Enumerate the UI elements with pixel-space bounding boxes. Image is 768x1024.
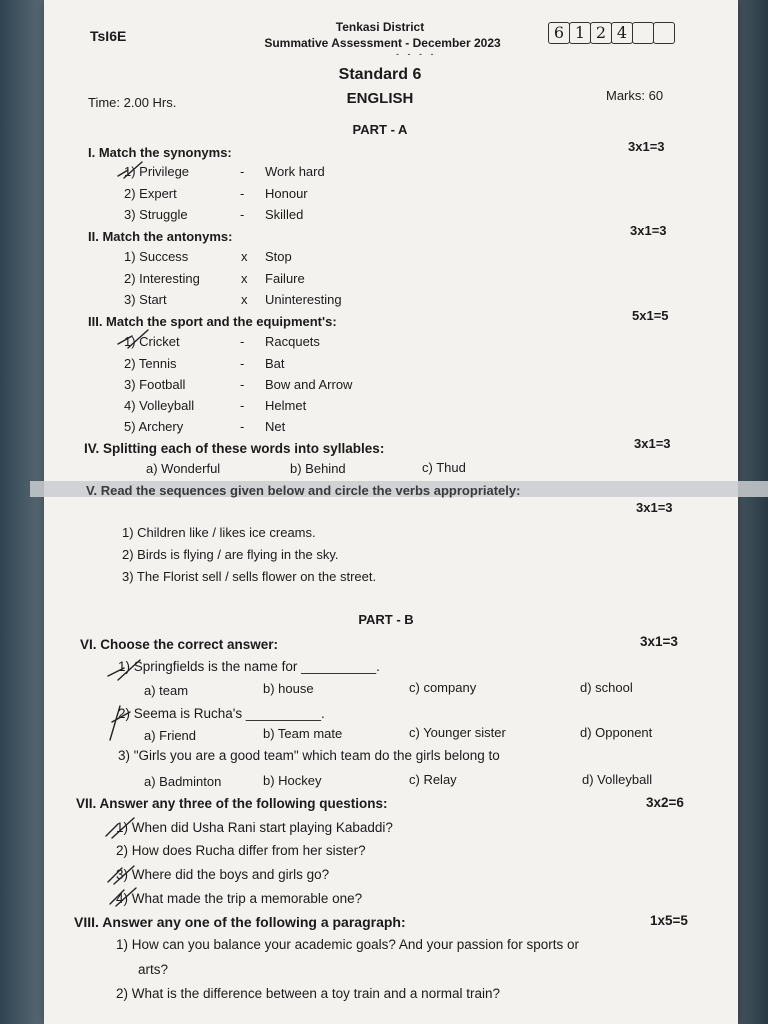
q3-sep: -	[240, 334, 245, 349]
q2-title: II. Match the antonyms:	[88, 229, 233, 244]
q3-right-4: Helmet	[265, 398, 307, 413]
q1-title: I. Match the synonyms:	[88, 145, 232, 160]
q2-right-3: Uninteresting	[265, 292, 342, 307]
part-b-heading: PART - B	[358, 612, 414, 627]
q5-item-2: 2) Birds is flying / are flying in the sky.	[122, 547, 339, 562]
q6-opt: c) company	[409, 680, 477, 695]
q3-right-5: Net	[265, 419, 286, 434]
q3-left-5: 5) Archery	[124, 419, 184, 434]
q7-item-4: 4) What made the trip a memorable one?	[116, 891, 363, 906]
subject-title: ENGLISH	[346, 90, 414, 107]
q5-item-3: 3) The Florist sell / sells flower on the street.	[122, 569, 377, 584]
q2-sep: x	[241, 249, 248, 264]
q3-sep: -	[240, 356, 245, 371]
roll-digit: 1	[569, 22, 591, 44]
q3-marks: 5x1=5	[632, 308, 669, 323]
time-label: Time: 2.00 Hrs.	[88, 95, 177, 110]
q8-title: VIII. Answer any one of the following a paragraph:	[74, 914, 406, 930]
q2-sep: x	[241, 271, 248, 286]
q7-item-2: 2) How does Rucha differ from her sister?	[116, 843, 366, 858]
q2-left-2: 2) Interesting	[124, 271, 200, 286]
q1-right-2: Honour	[265, 186, 308, 201]
q2-left-1: 1) Success	[124, 249, 189, 264]
q4-marks: 3x1=3	[634, 436, 671, 451]
q1-left-3: 3) Struggle	[124, 207, 188, 222]
pen-tick-mark	[108, 866, 134, 884]
district-title: Tenkasi District	[335, 20, 425, 34]
q6-question-3: 3) "Girls you are a good team" which team do the girls belong to	[118, 748, 500, 763]
dash-decoration: - - - -	[396, 49, 437, 59]
q6-opt: b) Team mate	[263, 726, 343, 741]
q3-left-2: 2) Tennis	[124, 356, 177, 371]
q3-sep: -	[240, 419, 245, 434]
q3-right-1: Racquets	[265, 334, 320, 349]
paper-code: TsI6E	[90, 28, 127, 44]
q3-right-3: Bow and Arrow	[265, 377, 353, 392]
q1-marks: 3x1=3	[628, 139, 665, 154]
pen-tick-mark	[110, 706, 130, 740]
pen-tick-mark	[108, 660, 140, 680]
q6-title: VI. Choose the correct answer:	[80, 637, 279, 652]
q8-item-2: 2) What is the difference between a toy train and a normal train?	[116, 986, 500, 1001]
q6-opt: a) Badminton	[144, 774, 222, 789]
pen-tick-mark	[118, 162, 142, 178]
q8-item-1: 1) How can you balance your academic goals? And your passion for sports or	[116, 937, 580, 952]
q5-item-1: 1) Children like / likes ice creams.	[122, 525, 316, 540]
q2-sep: x	[241, 292, 248, 307]
standard-title: Standard 6	[338, 66, 422, 83]
q2-right-2: Failure	[265, 271, 305, 286]
q1-sep: -	[240, 186, 245, 201]
q7-item-3: 3) Where did the boys and girls go?	[116, 867, 330, 882]
q6-opt: a) Friend	[144, 728, 197, 743]
q4-item-2: b) Behind	[290, 461, 346, 476]
q6-marks: 3x1=3	[640, 634, 678, 649]
q3-sep: -	[240, 398, 245, 413]
q5-title: V. Read the sequences given below and circle the verbs appropriately:	[86, 483, 521, 498]
q6-opt: d) Opponent	[580, 725, 653, 740]
assessment-title: Summative Assessment - December 2023	[264, 36, 501, 50]
q8-marks: 1x5=5	[650, 913, 688, 928]
q1-sep: -	[240, 164, 245, 179]
roll-digit: 6	[548, 22, 570, 44]
q8-item-1-cont: arts?	[138, 962, 169, 977]
part-a-heading: PART - A	[352, 122, 408, 137]
q7-item-1: 1) When did Usha Rani start playing Kabaddi?	[116, 820, 393, 835]
q1-sep: -	[240, 207, 245, 222]
q6-opt: d) school	[580, 680, 633, 695]
q3-sep: -	[240, 377, 245, 392]
pen-tick-mark	[110, 888, 136, 906]
q6-opt: c) Relay	[409, 772, 457, 787]
marks-label: Marks: 60	[606, 88, 664, 103]
pen-tick-mark	[118, 330, 148, 348]
q3-left-1: 1) Cricket	[124, 334, 180, 349]
q1-left-2: 2) Expert	[124, 186, 177, 201]
q2-right-1: Stop	[265, 249, 292, 264]
q6-opt: a) team	[144, 683, 189, 698]
pen-tick-mark	[106, 818, 134, 838]
q2-left-3: 3) Start	[124, 292, 167, 307]
q3-right-2: Bat	[265, 356, 285, 371]
q3-left-4: 4) Volleyball	[124, 398, 195, 413]
roll-digit: 4	[611, 22, 633, 44]
q3-left-3: 3) Football	[124, 377, 186, 392]
q4-title: IV. Splitting each of these words into syllables:	[84, 441, 385, 456]
q2-marks: 3x1=3	[630, 223, 667, 238]
q4-item-3: c) Thud	[422, 460, 466, 475]
q1-right-1: Work hard	[265, 164, 325, 179]
q1-left-1: 1) Privilege	[124, 164, 190, 179]
q7-marks: 3x2=6	[646, 795, 684, 810]
q6-opt: c) Younger sister	[409, 725, 506, 740]
q5-marks: 3x1=3	[636, 500, 673, 515]
q6-question-2: 2) Seema is Rucha's __________.	[118, 706, 325, 721]
q6-question-1: 1) Springfields is the name for __________.	[118, 659, 380, 674]
q6-opt: d) Volleyball	[582, 772, 653, 787]
roll-digit: 2	[590, 22, 612, 44]
q7-title: VII. Answer any three of the following questions:	[76, 796, 388, 811]
q1-right-3: Skilled	[265, 207, 304, 222]
q6-opt: b) Hockey	[263, 773, 322, 788]
q6-opt: b) house	[263, 681, 314, 696]
q4-item-1: a) Wonderful	[146, 461, 221, 476]
q3-title: III. Match the sport and the equipment's:	[88, 314, 337, 329]
